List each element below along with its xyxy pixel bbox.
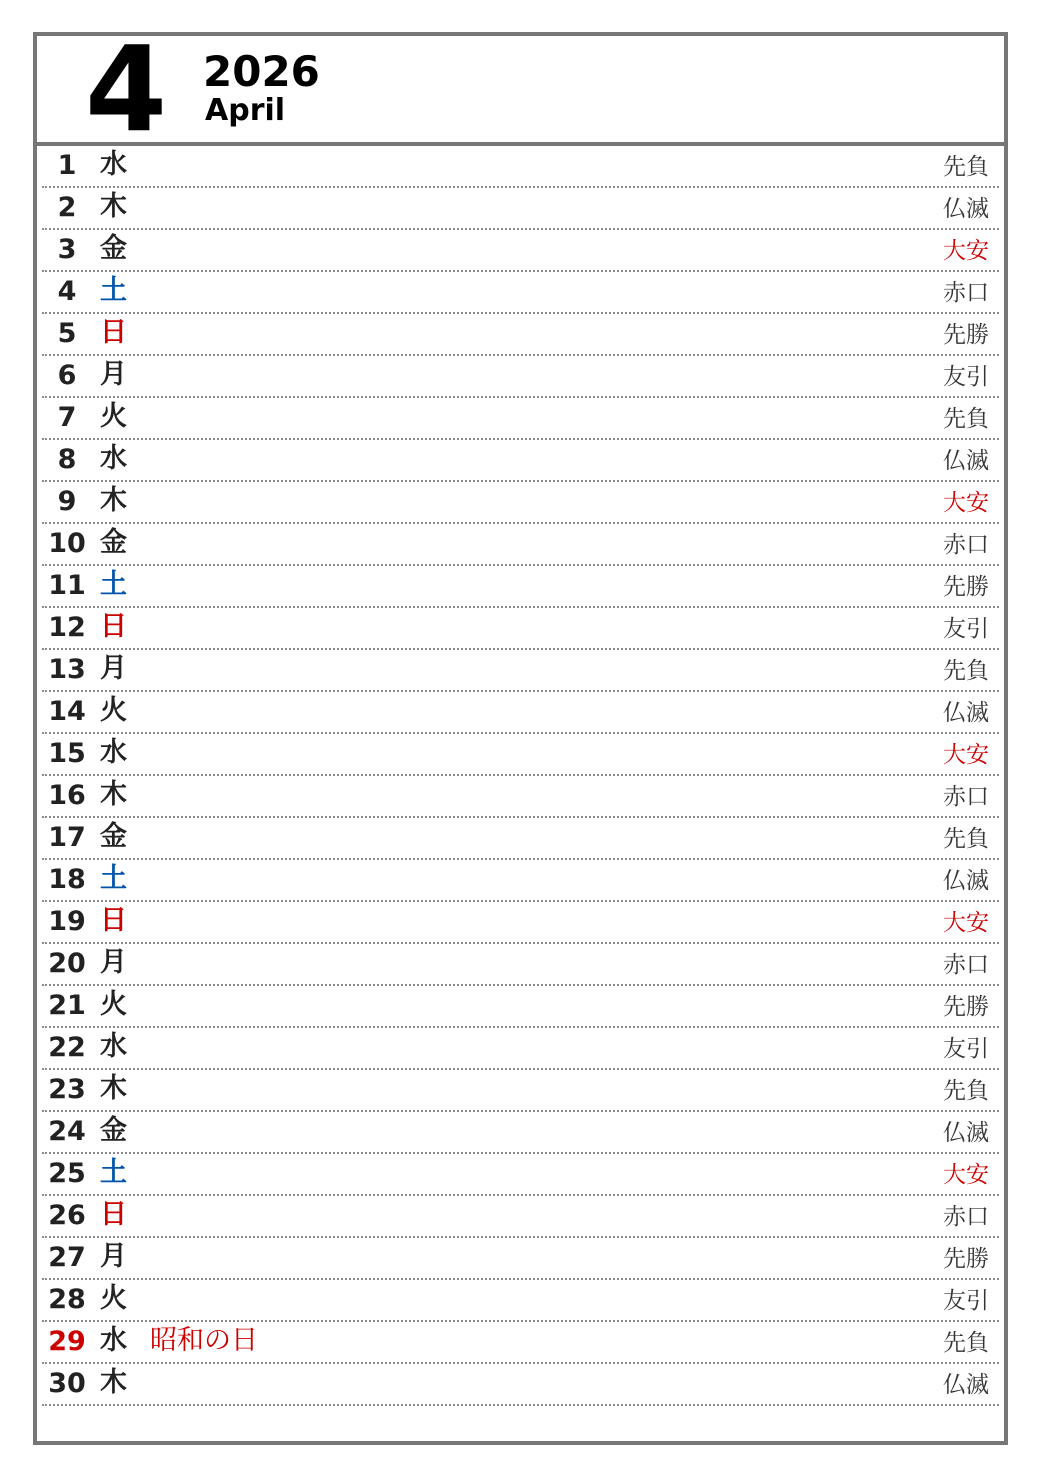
- day-of-week: 日: [100, 611, 127, 642]
- day-of-week: 木: [100, 779, 127, 810]
- day-of-week: 金: [100, 821, 127, 852]
- rokuyo-label: 友引: [943, 1288, 989, 1314]
- day-row: [42, 776, 999, 818]
- day-row: [42, 1364, 999, 1406]
- day-number: 3: [57, 234, 77, 265]
- day-of-week: 日: [100, 1199, 127, 1230]
- day-number: 30: [48, 1368, 86, 1399]
- day-number: 26: [48, 1200, 86, 1231]
- day-of-week: 水: [100, 737, 127, 768]
- holiday-name: 昭和の日: [150, 1325, 258, 1356]
- rokuyo-label: 友引: [943, 364, 989, 390]
- day-number: 19: [48, 906, 86, 937]
- rokuyo-label: 仏滅: [943, 196, 989, 222]
- day-row: [42, 440, 999, 482]
- day-of-week: 土: [100, 275, 127, 306]
- rokuyo-label: 先勝: [943, 994, 989, 1020]
- day-of-week: 土: [100, 569, 127, 600]
- rokuyo-label: 先勝: [943, 574, 989, 600]
- rokuyo-label: 友引: [943, 1036, 989, 1062]
- day-number: 29: [48, 1326, 86, 1357]
- day-row: [42, 902, 999, 944]
- rokuyo-label: 赤口: [943, 532, 989, 558]
- month-number: 4: [85, 20, 168, 158]
- day-number: 16: [48, 780, 86, 811]
- day-number: 21: [48, 990, 86, 1021]
- day-number: 28: [48, 1284, 86, 1315]
- day-row: [42, 1112, 999, 1154]
- day-of-week: 木: [100, 1073, 127, 1104]
- day-of-week: 水: [100, 149, 127, 180]
- day-number: 13: [48, 654, 86, 685]
- rokuyo-label: 赤口: [943, 784, 989, 810]
- rokuyo-label: 仏滅: [943, 1372, 989, 1398]
- day-number: 10: [48, 528, 86, 559]
- day-row: [42, 272, 999, 314]
- rokuyo-label: 仏滅: [943, 1120, 989, 1146]
- day-of-week: 木: [100, 1367, 127, 1398]
- rokuyo-label: 先負: [943, 1078, 989, 1104]
- day-number: 17: [48, 822, 86, 853]
- day-number: 18: [48, 864, 86, 895]
- day-of-week: 水: [100, 443, 127, 474]
- day-number: 24: [48, 1116, 86, 1147]
- day-of-week: 金: [100, 527, 127, 558]
- rokuyo-label: 大安: [943, 742, 989, 768]
- rokuyo-label: 先負: [943, 406, 989, 432]
- day-number: 14: [48, 696, 86, 727]
- day-number: 12: [48, 612, 86, 643]
- day-row: [42, 524, 999, 566]
- month-name-label: April: [205, 93, 286, 128]
- rokuyo-label: 先勝: [943, 322, 989, 348]
- day-row: [42, 608, 999, 650]
- calendar-frame: [33, 20, 1008, 1445]
- day-number: 11: [48, 570, 86, 601]
- day-of-week: 月: [100, 947, 127, 978]
- rokuyo-label: 赤口: [943, 1204, 989, 1230]
- day-row: [42, 188, 999, 230]
- rokuyo-label: 大安: [943, 910, 989, 936]
- day-of-week: 水: [100, 1325, 127, 1356]
- day-row: [42, 1154, 999, 1196]
- day-number: 6: [57, 360, 77, 391]
- day-of-week: 日: [100, 317, 127, 348]
- day-of-week: 火: [100, 1283, 127, 1314]
- day-row: [42, 986, 999, 1028]
- day-of-week: 日: [100, 905, 127, 936]
- day-of-week: 火: [100, 401, 127, 432]
- day-of-week: 金: [100, 1115, 127, 1146]
- day-row: [42, 566, 999, 608]
- day-row: [42, 398, 999, 440]
- day-number: 23: [48, 1074, 86, 1105]
- day-row: [42, 146, 999, 188]
- day-row: [42, 692, 999, 734]
- rokuyo-label: 仏滅: [943, 868, 989, 894]
- day-number: 15: [48, 738, 86, 769]
- day-number: 9: [57, 486, 77, 517]
- day-row: [42, 482, 999, 524]
- day-of-week: 木: [100, 485, 127, 516]
- year-label: 2026: [203, 47, 320, 96]
- day-of-week: 土: [100, 1157, 127, 1188]
- rokuyo-label: 先負: [943, 154, 989, 180]
- day-list: [42, 146, 999, 1406]
- day-of-week: 月: [100, 359, 127, 390]
- rokuyo-label: 仏滅: [943, 700, 989, 726]
- rokuyo-label: 友引: [943, 616, 989, 642]
- day-of-week: 金: [100, 233, 127, 264]
- day-row: [42, 1028, 999, 1070]
- day-of-week: 木: [100, 191, 127, 222]
- day-row: [42, 356, 999, 398]
- day-row: [42, 1322, 999, 1364]
- day-number: 27: [48, 1242, 86, 1273]
- day-of-week: 月: [100, 1241, 127, 1272]
- day-number: 4: [57, 276, 77, 307]
- rokuyo-label: 大安: [943, 1162, 989, 1188]
- rokuyo-label: 大安: [943, 490, 989, 516]
- rokuyo-label: 先負: [943, 826, 989, 852]
- rokuyo-label: 赤口: [943, 280, 989, 306]
- day-row: [42, 1196, 999, 1238]
- day-number: 5: [57, 318, 77, 349]
- calendar-header: [37, 20, 1004, 158]
- day-number: 2: [57, 192, 77, 223]
- rokuyo-label: 大安: [943, 238, 989, 264]
- day-row: [42, 944, 999, 986]
- day-of-week: 水: [100, 1031, 127, 1062]
- rokuyo-label: 先勝: [943, 1246, 989, 1272]
- day-number: 20: [48, 948, 86, 979]
- day-of-week: 土: [100, 863, 127, 894]
- rokuyo-label: 先負: [943, 658, 989, 684]
- day-number: 25: [48, 1158, 86, 1189]
- rokuyo-label: 赤口: [943, 952, 989, 978]
- rokuyo-label: 仏滅: [943, 448, 989, 474]
- day-of-week: 火: [100, 695, 127, 726]
- day-number: 8: [57, 444, 77, 475]
- day-row: [42, 734, 999, 776]
- day-row: [42, 314, 999, 356]
- day-number: 1: [57, 150, 77, 181]
- rokuyo-label: 先負: [943, 1330, 989, 1356]
- day-row: [42, 860, 999, 902]
- day-row: [42, 1280, 999, 1322]
- day-row: [42, 650, 999, 692]
- day-of-week: 火: [100, 989, 127, 1020]
- day-number: 22: [48, 1032, 86, 1063]
- day-row: [42, 1070, 999, 1112]
- day-row: [42, 818, 999, 860]
- day-number: 7: [57, 402, 77, 433]
- day-of-week: 月: [100, 653, 127, 684]
- day-row: [42, 1238, 999, 1280]
- day-row: [42, 230, 999, 272]
